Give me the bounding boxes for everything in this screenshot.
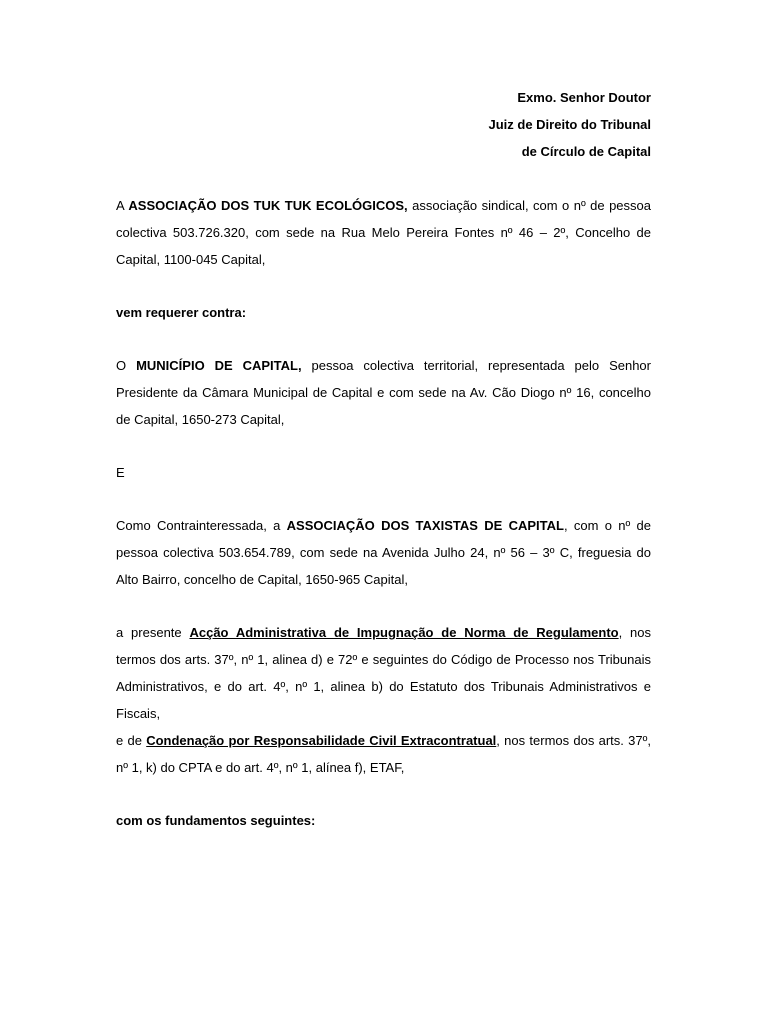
action1-text: , nos termos dos arts. 37º, nº 1, alinea d) e 72º e seguintes do Código de Processo nos Tribunais Administrativos, e do art. 4º, nº 1, alinea b) do Estatuto dos Tribunais Administrativos e Fiscais,: [116, 625, 652, 721]
addressee-line-2: Juiz de Direito do Tribunal: [488, 117, 651, 132]
counterparty-prefix: Como Contrainteressada, a: [116, 518, 287, 533]
request-line: [116, 299, 651, 326]
action-impugnation-paragraph: [116, 619, 651, 727]
plaintiff-prefix: A: [116, 198, 129, 213]
action2-prefix: e de: [116, 733, 147, 748]
action-condemnation-paragraph: [116, 727, 651, 781]
defendant-text: pessoa colectiva territorial, representada pelo Senhor Presidente da Câmara Municipal de Capital e com sede na Av. Cão Diogo nº 16, concelho de Capital, 1650-273 Capital,: [116, 358, 651, 427]
action1-title: Acção Administrativa de Impugnação de Norma de Regulamento: [189, 625, 619, 640]
conjunction-line: E: [116, 465, 125, 480]
closing-line: [116, 807, 651, 834]
addressee-line-1: Exmo. Senhor Doutor: [517, 90, 651, 105]
defendant-prefix: O: [116, 358, 137, 373]
defendant-name: MUNICÍPIO DE CAPITAL,: [136, 358, 302, 373]
action2-title: Condenação por Responsabilidade Civil Extracontratual: [146, 733, 497, 748]
plaintiff-paragraph: [116, 192, 651, 273]
request-line-text: vem requerer contra:: [116, 305, 247, 320]
counterparty-name: ASSOCIAÇÃO DOS TAXISTAS DE CAPITAL: [286, 518, 564, 533]
addressee-block: [116, 84, 651, 165]
counterparty-paragraph: [116, 512, 651, 593]
counterparty-text: , com o nº de pessoa colectiva 503.654.789, com sede na Avenida Julho 24, nº 56 – 3º C, freguesia do Alto Bairro, concelho de Capital, 1650-965 Capital,: [116, 518, 651, 587]
addressee-line-3: de Círculo de Capital: [521, 144, 651, 159]
action2-text: , nos termos dos arts. 37º, nº 1, k) do CPTA e do art. 4º, nº 1, alínea f), ETAF,: [116, 733, 651, 775]
plaintiff-text: associação sindical, com o nº de pessoa colectiva 503.726.320, com sede na Rua Melo Pereira Fontes nº 46 – 2º, Concelho de Capital, 1100-045 Capital,: [116, 198, 651, 267]
plaintiff-name: ASSOCIAÇÃO DOS TUK TUK ECOLÓGICOS,: [128, 198, 408, 213]
action1-prefix: a presente: [116, 625, 190, 640]
defendant-paragraph: [116, 352, 651, 433]
closing-line-text: com os fundamentos seguintes:: [116, 813, 316, 828]
